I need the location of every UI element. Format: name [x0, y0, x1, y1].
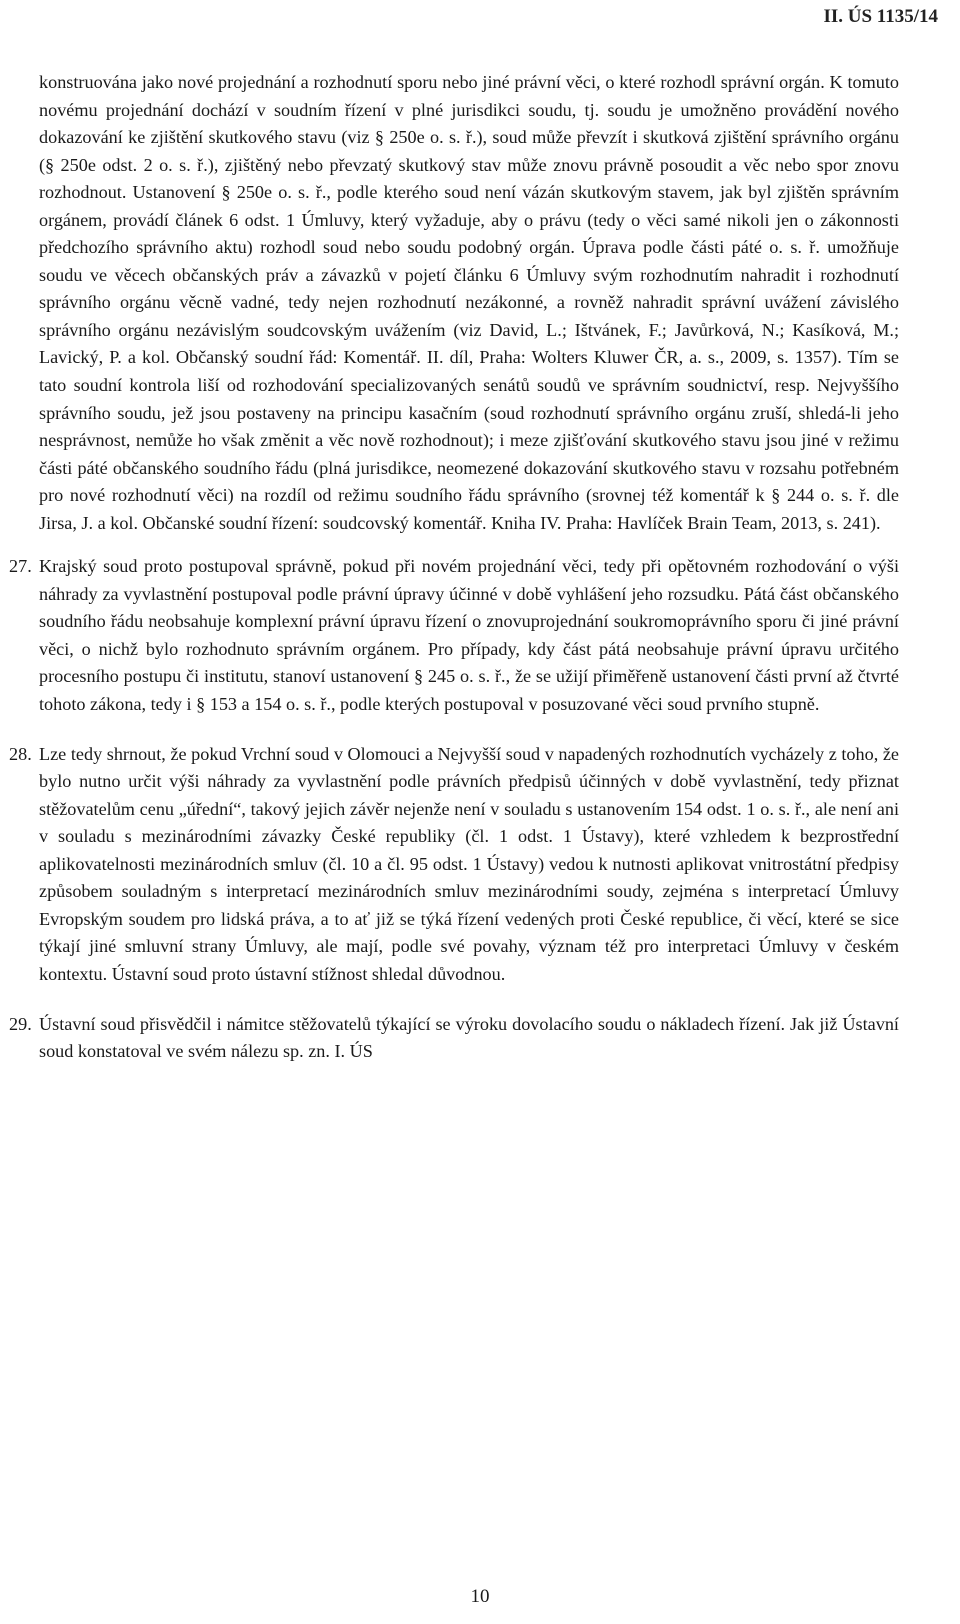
case-reference: II. ÚS 1135/14 [823, 6, 938, 27]
body-text [9, 69, 899, 1066]
paragraph-text: Lze tedy shrnout, že pokud Vrchní soud v Olomouci a Nejvyšší soud v napadených rozhodnutích vycházely z toho, že bylo nutno určit výši náhrady za vyvlastnění podle právních předpisů účinných v době vyvlastnění, tedy přiznat stěžovatelům cenu „úřední“, takový jejich závěr nejenže není v souladu s ustanovením 154 odst. 1 o. s. ř., ale není ani v souladu s mezinárodními závazky České republiky (čl. 1 odst. 1 Ústavy), které vzhledem k bezprostřední aplikovatelnosti mezinárodních smluv (čl. 10 a čl. 95 odst. 1 Ústavy) vedou k nutnosti aplikovat vnitrostátní předpisy způsobem souladným s interpretací mezinárodních smluv mezinárodními soudy, zejména s interpretací Úmluvy Evropským soudem pro lidská práva, a to ať již se týká řízení vedených proti České republice, či věcí, které se sice týkají jiné smluvní strany Úmluvy, ale mají, podle své povahy, význam též pro interpretaci Úmluvy v českém kontextu. Ústavní soud proto ústavní stížnost shledal důvodnou. [39, 743, 899, 984]
paragraph-28 [9, 741, 899, 989]
paragraph-number: 29. [9, 1013, 32, 1034]
paragraph-29 [9, 1011, 899, 1066]
paragraph-text: Ústavní soud přisvědčil i námitce stěžovatelů týkající se výroku dovolacího soudu o nákladech řízení. Jak již Ústavní soud konstatoval ve svém nálezu sp. zn. I. ÚS [39, 1013, 899, 1062]
paragraph-number: 27. [9, 556, 32, 577]
paragraph-number: 28. [9, 743, 32, 764]
intro-paragraph [39, 69, 899, 537]
paragraph-text: Krajský soud proto postupoval správně, pokud při novém projednání věci, tedy při opětovném rozhodování o výši náhrady za vyvlastnění postupoval podle právní úpravy účinné v době vyhlášení jeho rozsudku. Pátá část občanského soudního řádu neobsahuje komplexní právní úpravu řízení o znovuprojednání soukromoprávního sporu či jiné právní věci, o nichž bylo rozhodnuto správním orgánem. Pro případy, kdy část pátá neobsahuje právní úpravu určitého procesního postupu či institutu, stanoví ustanovení § 245 o. s. ř., že se užijí přiměřeně ustanovení části první až čtvrté tohoto zákona, tedy i § 153 a 154 o. s. ř., podle kterých postupoval v posuzované věci soud prvního stupně. [39, 556, 899, 715]
paragraph-27 [9, 553, 899, 718]
page-number: 10 [470, 1586, 490, 1607]
intro-text: konstruována jako nové projednání a rozhodnutí sporu nebo jiné právní věci, o které rozhodl správní orgán. K tomuto novému projednání dochází v soudním řízení v plné jurisdikci soudu, tj. soudu je umožněno provádění nového dokazování ke zjištění skutkového stavu (viz § 250e o. s. ř.), soud může převzít i skutková zjištění správního orgánu (§ 250e odst. 2 o. s. ř.), zjištěný nebo převzatý skutkový stav může znovu právně posoudit a věc nebo spor znovu rozhodnout. Ustanovení § 250e o. s. ř., podle kterého soud není vázán skutkovým stavem, jak byl zjištěn správním orgánem, provádí článek 6 odst. 1 Úmluvy, který vyžaduje, aby o právu (tedy o věci samé nikoli jen o zákonnosti předchozího správního aktu) rozhodl soud nebo soudu podobný orgán. Úprava podle části páté o. s. ř. umožňuje soudu ve věcech občanských práv a závazků v pojetí článku 6 Úmluvy svým rozhodnutím nahradit i rozhodnutí správního orgánu věcně vadné, tedy nejen rozhodnutí nezákonné, a rovněž nahradit správní uvážení závislého správního orgánu nezávislým soudcovským uvážením (viz David, L.; Ištvánek, F.; Javůrková, N.; Kasíková, M.; Lavický, P. a kol. Občanský soudní řád: Komentář. II. díl, Praha: Wolters Kluwer ČR, a. s., 2009, s. 1357). Tím se tato soudní kontrola liší od rozhodování specializovaných senátů soudů ve správním soudnictví, resp. Nejvyššího správního soudu, jež jsou postaveny na principu kasačním (soud rozhodnutí správního orgánu zruší, shledá-li jeho nesprávnost, nemůže ho však změnit a věc nově rozhodnout); i meze zjišťování skutkového stavu jsou jiné v režimu části páté občanského soudního řádu (plná jurisdikce, neomezené dokazování skutkového stavu v rozsahu potřebném pro nové rozhodnutí věci) na rozdíl od režimu soudního řádu správního (srovnej též komentář k § 244 o. s. ř. dle Jirsa, J. a kol. Občanské soudní řízení: soudcovský komentář. Kniha IV. Praha: Havlíček Brain Team, 2013, s. 241). [39, 72, 899, 533]
